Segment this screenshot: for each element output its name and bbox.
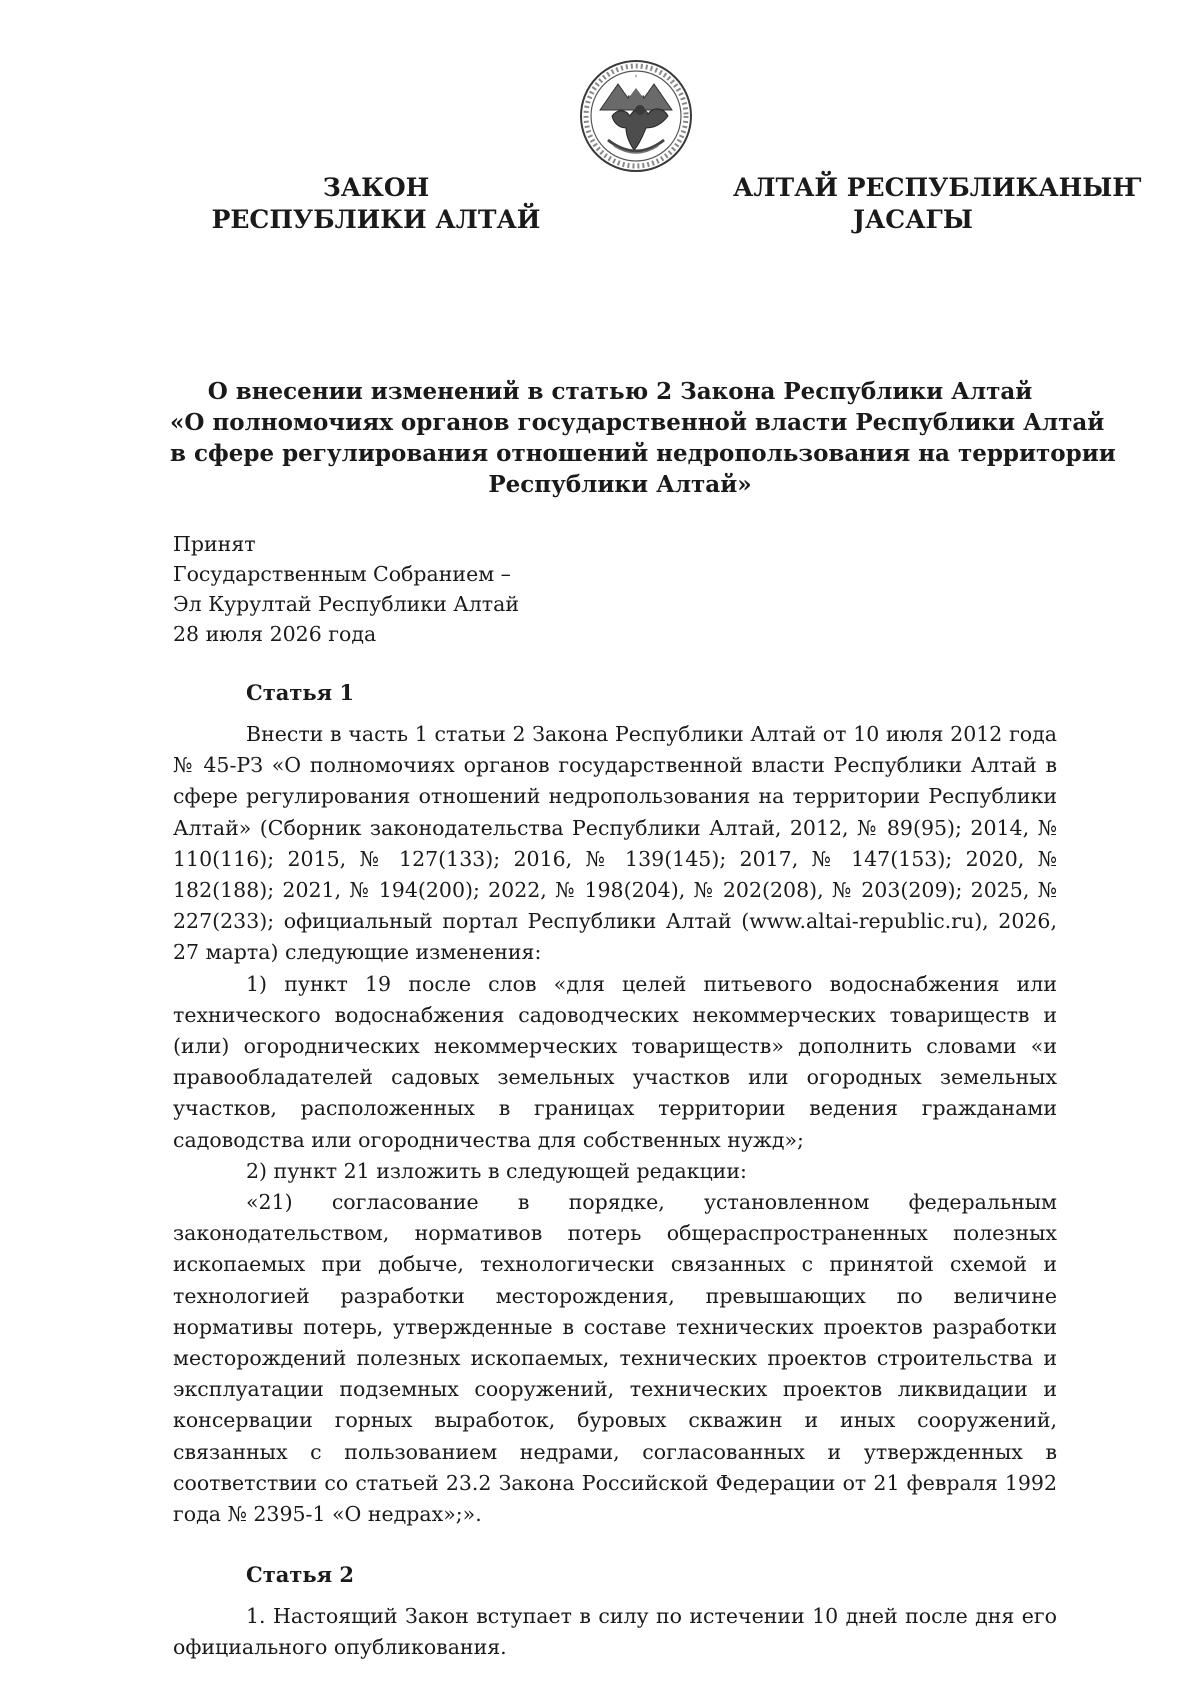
coat-of-arms-emblem [578,58,694,174]
law-header-russian-line1: ЗАКОН [322,173,430,202]
law-title-line1: О внесении изменений в статью 2 Закона Республики Алтай [207,378,1033,405]
adoption-line1: Принят [173,532,256,556]
law-header-altai [733,172,1142,236]
article2-paragraph-1: 1. Настоящий Закон вступает в силу по истечении 10 дней после дня его официального опубликования. [173,1604,1057,1660]
coat-of-arms-icon [578,58,694,174]
article1-body [173,719,1057,1530]
adoption-block [173,529,519,649]
article1-paragraph-4: «21) согласование в порядке, установленном федеральным законодательством, нормативов потерь общераспространенных полезных ископаемых при добыче, технологически связанных с принятой схемой и технологией разработки месторождения, превышающих по величине нормативы потерь, утвержденные в составе технических проектов разработки месторождений полезных ископаемых, технических проектов строительства и эксплуатации подземных сооружений, технических проектов ликвидации и консервации горных выработок, буровых скважин и иных сооружений, связанных с пользованием недрами, согласованных и утвержденных в соответствии со статьей 23.2 Закона Российской Федерации от 21 февраля 1992 года № 2395-1 «О недрах»;». [173,1190,1057,1527]
adoption-line2: Государственным Собранием – [173,562,511,586]
law-header-russian [196,172,556,236]
adoption-date: 28 июля 2026 года [173,622,377,646]
law-header-altai-line2: ЈАСАГЫ [853,205,973,234]
article2-body [173,1601,1057,1663]
article2-heading: Статья 2 [246,1562,355,1587]
law-title-line3: в сфере регулирования отношений недропользования на территории [170,440,1116,467]
adoption-line3: Эл Курултай Республики Алтай [173,592,520,616]
article1-heading: Статья 1 [246,680,355,705]
law-header-russian-line2: РЕСПУБЛИКИ АЛТАЙ [211,205,541,234]
law-title-line2: «О полномочиях органов государственной власти Республики Алтай [170,409,1105,436]
article1-paragraph-1: Внести в часть 1 статьи 2 Закона Республики Алтай от 10 июля 2012 года № 45-РЗ «О полномочиях органов государственной власти Республики Алтай в сфере регулирования отношений недропользования на территории Республики Алтай» (Сборник законодательства Республики Алтай, 2012, № 89(95); 2014, № 110(116); 2015, № 127(133); 2016, № 139(145); 2017, № 147(153); 2020, № 182(188); 2021, № 194(200); 2022, № 198(204), № 202(208), № 203(209); 2025, № 227(233); официальный портал Республики Алтай (www.altai-republic.ru), 2026, 27 марта) следующие изменения: [173,722,1057,965]
law-title [170,376,1116,500]
article1-paragraph-3: 2) пункт 21 изложить в следующей редакции: [246,1158,747,1183]
law-header-altai-line1: АЛТАЙ РЕСПУБЛИКАНЫҤ [733,173,1142,202]
article1-paragraph-2: 1) пункт 19 после слов «для целей питьевого водоснабжения или технического водоснабжения садоводческих некоммерческих товариществ и (или) огороднических некоммерческих товариществ» дополнить словами «и правообладателей садовых земельных участков или огородных земельных участков, расположенных в границах территории ведения гражданами садоводства или огородничества для собственных нужд»; [173,971,1057,1152]
law-title-line4: Республики Алтай» [488,471,752,498]
